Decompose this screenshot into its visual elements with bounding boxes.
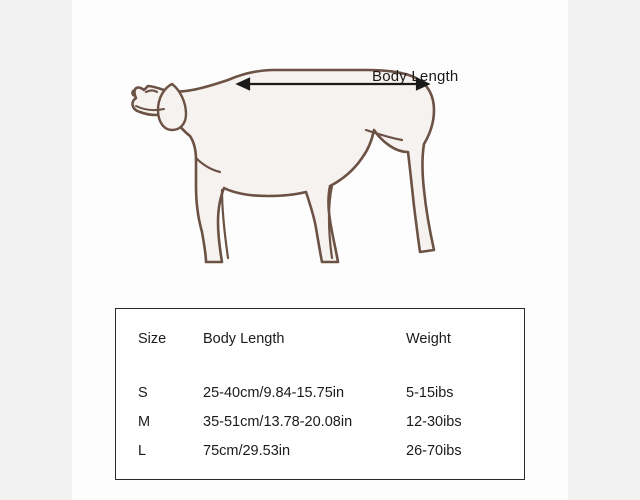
body-length-label: Body Length [372,68,459,85]
table-header-row [116,331,524,359]
cell-weight: 12-30ibs [406,414,462,430]
cell-weight: 5-15ibs [406,385,454,401]
cell-size: L [138,443,147,459]
header-body-length: Body Length [203,331,285,347]
table-row [116,414,524,442]
cell-body-length: 35-51cm/13.78-20.08in [203,414,353,430]
dog-front-leg-line [222,190,228,258]
cell-weight: 26-70ibs [406,443,462,459]
cell-size: S [138,385,148,401]
table-row [116,385,524,413]
cell-size: M [138,414,151,430]
left-gutter [0,0,72,500]
dog-side-profile-icon [110,18,530,278]
table-row [116,443,524,471]
cell-body-length: 75cm/29.53in [203,443,291,459]
size-table [115,308,525,480]
chart-canvas [72,0,568,500]
cell-body-length: 25-40cm/9.84-15.75in [203,385,345,401]
right-gutter [568,0,640,500]
header-weight: Weight [406,331,451,347]
dog-illustration-area [72,0,568,290]
header-size: Size [138,331,167,347]
